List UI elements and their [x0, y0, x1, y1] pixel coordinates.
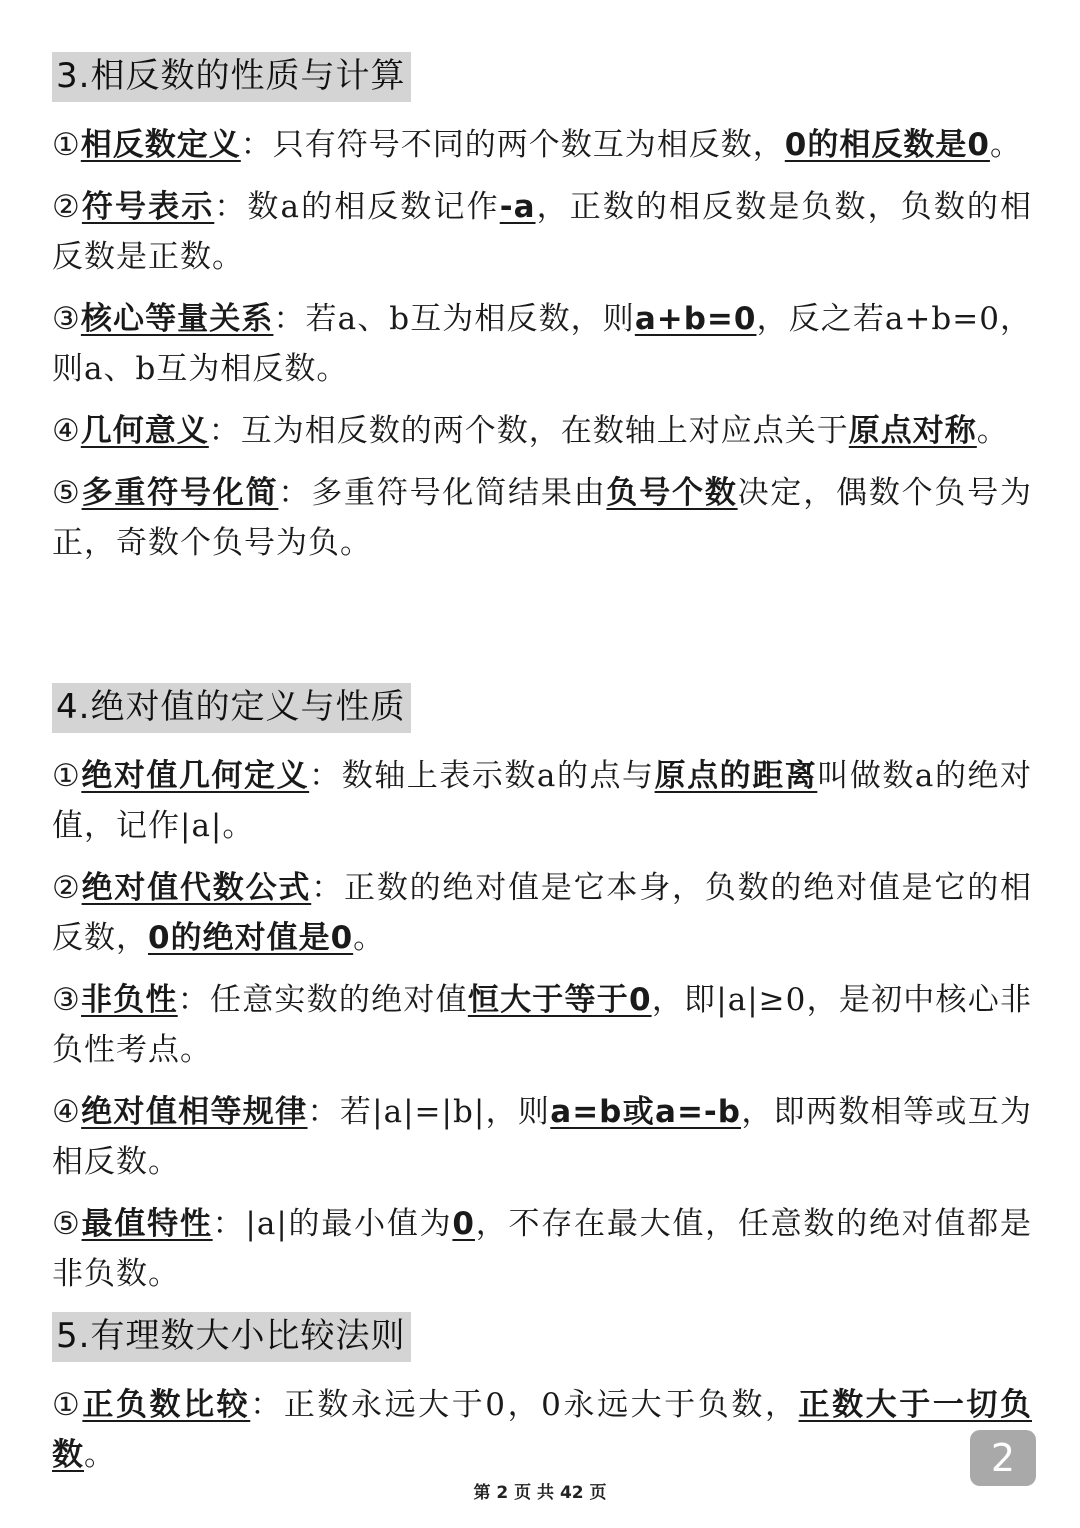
section-heading: 3.相反数的性质与计算 — [52, 52, 411, 102]
item-key: 原点对称 — [848, 413, 977, 449]
item-text: 若a、b互为相反数，则 — [305, 301, 635, 337]
list-item — [52, 406, 1032, 456]
item-label: 多重符号化简 — [81, 475, 279, 511]
item-label: 几何意义 — [80, 413, 209, 449]
list-item — [52, 182, 1032, 282]
item-text: 多重符号化简结果由 — [311, 475, 607, 511]
list-item — [52, 1199, 1032, 1299]
item-key: a=b或a=-b — [550, 1094, 741, 1130]
section-heading: 4.绝对值的定义与性质 — [52, 683, 411, 733]
item-key: 0的相反数是0 — [784, 127, 990, 163]
item-number: ① — [52, 758, 82, 794]
item-key: 负号个数 — [606, 475, 738, 511]
list-item — [52, 120, 1032, 170]
item-key: 恒大于等于0 — [467, 982, 652, 1018]
section-5 — [52, 1312, 1032, 1492]
item-text: |a|的最小值为 — [245, 1206, 453, 1242]
item-text: ，即|a|≥0，是初中核心非负性考点。 — [52, 982, 1032, 1068]
item-key: a+b=0 — [634, 301, 757, 337]
item-text: 正数的绝对值是它本身，负数的绝对值是它的相反数， — [52, 870, 1033, 956]
list-item — [52, 751, 1032, 851]
item-text: 。 — [989, 127, 1022, 163]
section-items — [52, 751, 1032, 1299]
item-text: 叫做数a的绝对值，记作|a|。 — [52, 758, 1033, 844]
item-sep: ： — [307, 1094, 340, 1130]
item-sep: ： — [214, 189, 248, 225]
item-label: 相反数定义 — [80, 127, 241, 163]
item-key: 0的绝对值是0 — [148, 920, 354, 956]
item-text: 任意实数的绝对值 — [209, 982, 468, 1018]
item-number: ③ — [52, 301, 81, 337]
item-text: 互为相反数的两个数，在数轴上对应点关于 — [240, 413, 849, 449]
item-sep: ： — [273, 301, 306, 337]
item-number: ① — [52, 127, 81, 163]
item-sep: ： — [250, 1387, 284, 1423]
item-text: 正数永远大于0，0永远大于负数， — [283, 1387, 799, 1423]
page-number-badge: 2 — [970, 1430, 1036, 1486]
item-text: ，即两数相等或互为相反数。 — [52, 1094, 1033, 1180]
page-footer: 第 2 页 共 42 页 — [473, 1483, 607, 1503]
item-sep: ： — [311, 870, 345, 906]
item-sep: ： — [240, 127, 273, 163]
item-number: ④ — [52, 1094, 82, 1130]
item-number: ② — [52, 189, 82, 225]
list-item — [52, 1087, 1032, 1187]
item-text: 数a的相反数记作 — [247, 189, 500, 225]
item-label: 绝对值几何定义 — [81, 758, 310, 794]
item-number: ④ — [52, 413, 81, 449]
item-number: ① — [52, 1387, 83, 1423]
item-sep: ： — [309, 758, 342, 794]
item-sep: ： — [278, 475, 312, 511]
item-text: 只有符号不同的两个数互为相反数， — [272, 127, 785, 163]
item-sep: ： — [177, 982, 210, 1018]
item-number: ② — [52, 870, 82, 906]
item-label: 非负性 — [81, 982, 178, 1018]
item-label: 绝对值相等规律 — [81, 1094, 308, 1130]
item-label: 符号表示 — [81, 189, 215, 225]
item-label: 最值特性 — [81, 1206, 213, 1242]
item-text: ，反之若a+b=0，则a、b互为相反数。 — [52, 301, 1033, 387]
item-number: ⑤ — [52, 1206, 82, 1242]
item-number: ⑤ — [52, 475, 82, 511]
list-item — [52, 468, 1032, 568]
item-text: 若|a|=|b|，则 — [339, 1094, 551, 1130]
item-key: 正数大于一切负数 — [52, 1387, 1032, 1473]
item-key: 原点的距离 — [654, 758, 818, 794]
item-label: 核心等量关系 — [80, 301, 274, 337]
item-text: 。 — [353, 920, 386, 956]
item-sep: ： — [208, 413, 241, 449]
list-item — [52, 294, 1032, 394]
item-label: 绝对值代数公式 — [81, 870, 312, 906]
item-sep: ： — [212, 1206, 246, 1242]
item-text: 数轴上表示数a的点与 — [341, 758, 655, 794]
item-text: ，正数的相反数是负数，负数的相反数是正数。 — [52, 189, 1033, 275]
item-number: ③ — [52, 982, 82, 1018]
section-3 — [52, 52, 1032, 580]
section-items — [52, 120, 1032, 568]
item-key: 0 — [452, 1206, 475, 1242]
list-item — [52, 975, 1032, 1075]
section-items — [52, 1380, 1032, 1480]
item-key: -a — [499, 189, 536, 225]
list-item — [52, 863, 1032, 963]
item-label: 正负数比较 — [82, 1387, 251, 1423]
item-text: 决定，偶数个负号为正，奇数个负号为负。 — [52, 475, 1033, 561]
item-text: ，不存在最大值，任意数的绝对值都是非负数。 — [52, 1206, 1033, 1292]
section-4 — [52, 683, 1032, 1311]
item-text: 。 — [976, 413, 1009, 449]
item-text: 。 — [84, 1437, 116, 1473]
section-heading: 5.有理数大小比较法则 — [52, 1312, 411, 1362]
list-item — [52, 1380, 1032, 1480]
